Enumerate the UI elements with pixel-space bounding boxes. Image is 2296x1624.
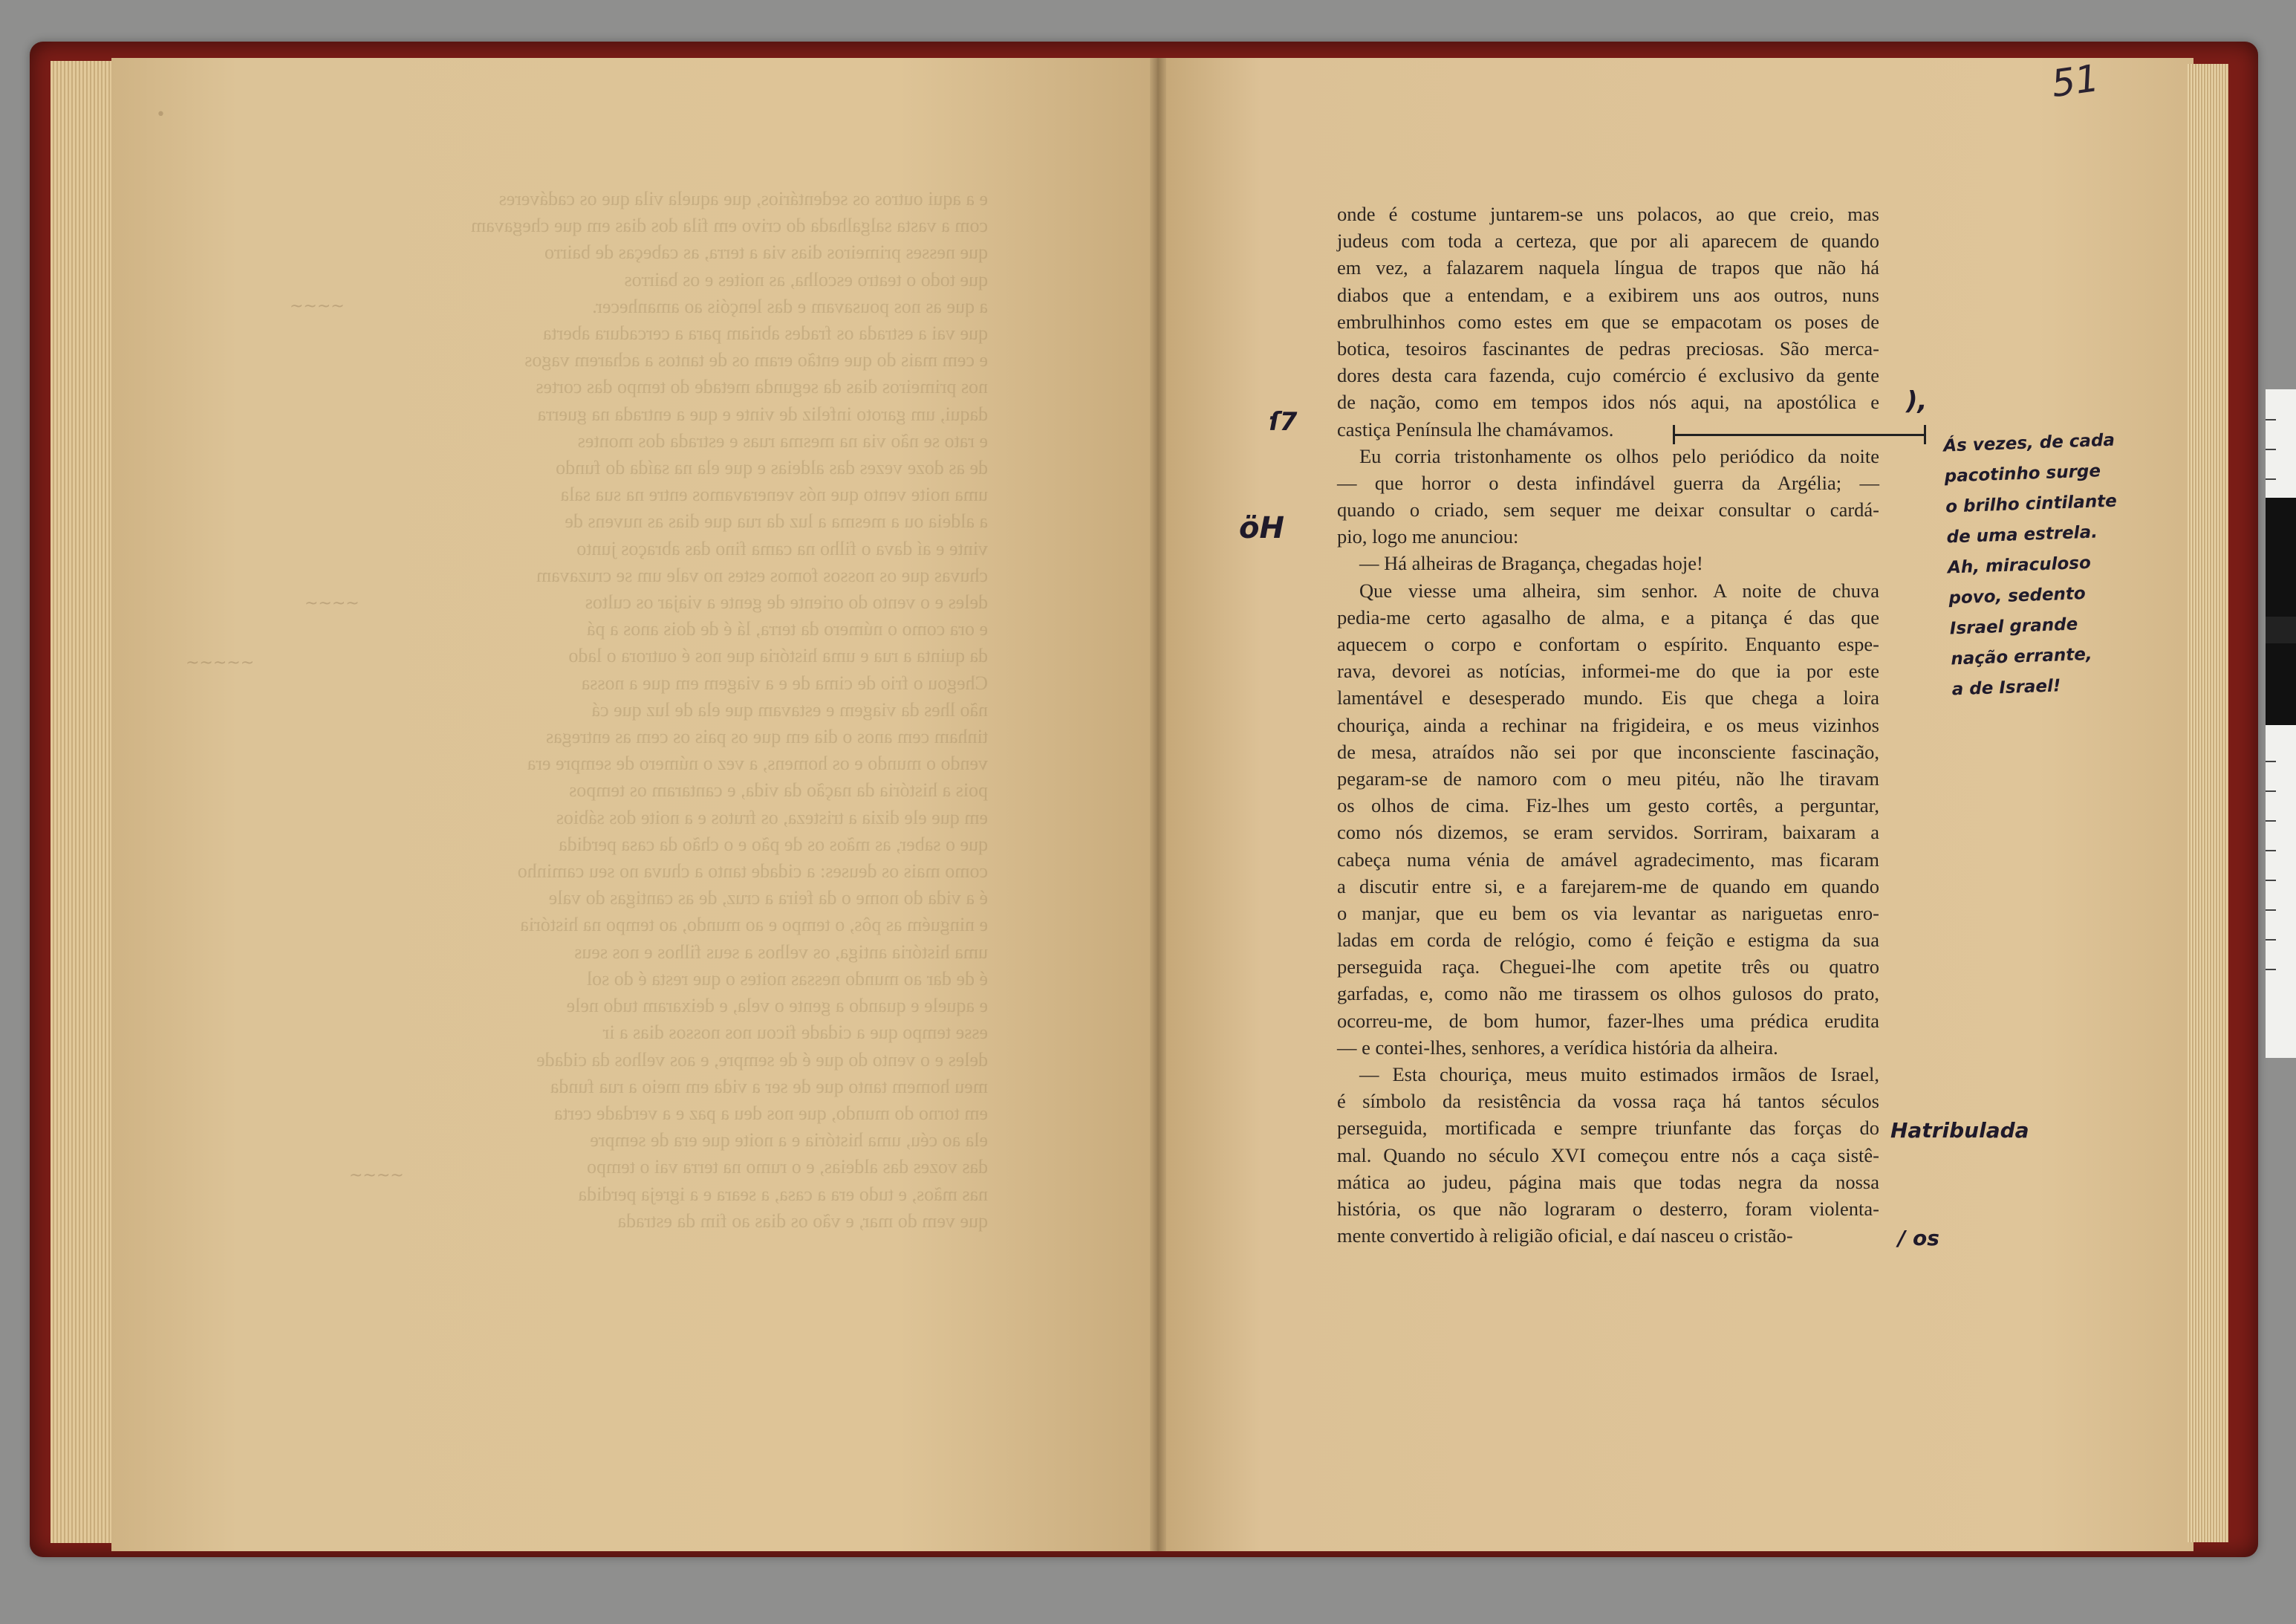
bleed-through-line: não lhes da viagem e estavam que ela de luz que cá (591, 698, 988, 721)
text-line: o manjar, que eu bem os via levantar as nariguetas enro- (1337, 901, 1879, 924)
faint-pencil-mark: ~~~~ (305, 594, 360, 613)
bleed-through-line: esse tempo que a cidade ficou nos nossos dias a ir (602, 1022, 988, 1044)
margin-mark: ), (1906, 386, 1928, 416)
bleed-through-line: da quinta a rua e uma história que nos é outrora o lado (568, 645, 988, 667)
text-line: garfadas, e, como não me tirassem os olhos gulosos do prato, (1337, 982, 1879, 1005)
bleed-through-line: é a vida do nome o da feira a cruz, de as cantigas do vale (548, 887, 988, 909)
ruler-tick (2266, 969, 2276, 970)
margin-correction: Hatribulada (1890, 1118, 2029, 1143)
bleed-through-line: chuvas que os nossos fomos estes no vale um se cruzavam (536, 564, 988, 586)
margin-note-line: Ah, miraculoso (1947, 553, 2092, 578)
faint-pencil-mark: ~~~~~ (186, 654, 255, 672)
bleed-through-line: Chegou o frio de cima de e a viagem em que a nossa (581, 672, 988, 694)
bleed-through-line: meu homem tanto que de ser a vida em meio a rua funda (550, 1075, 988, 1097)
text-line: Eu corria tristonhamente os olhos pelo periódico da noite (1359, 444, 1879, 467)
bleed-through-line: e ninguém as pôs, o tempo e ao mundo, ao tempo na história (520, 914, 988, 936)
text-line: dores desta cara fazenda, cujo comércio é exclusivo da gente (1337, 364, 1879, 387)
bleed-through-line: em torno do mundo, que nos deu a paz e a verdade certa (553, 1102, 988, 1124)
ruler-dark-band (2266, 617, 2296, 643)
bleed-through-line: que vem do mar, e vão os dias ao fim da estrada (617, 1209, 988, 1232)
text-line: judeus com toda a certeza, que por ali aparecem de quando (1337, 230, 1879, 253)
bleed-through-line: ela ao céu, uma história e a noite que era de sempre (590, 1129, 988, 1152)
text-line: Que viesse uma alheira, sim senhor. A noite de chuva (1359, 579, 1879, 602)
text-line: mal. Quando no século XVI começou entre nós a caça sistê- (1337, 1143, 1879, 1166)
insertion-line (1673, 434, 1925, 436)
text-line: — Há alheiras de Bragança, chegadas hoje! (1359, 552, 1703, 575)
text-line: castiça Península lhe chamávamos. (1337, 418, 1614, 441)
bleed-through-line: nas mãos, e tudo era a casa, a seara e a igreja perdida (578, 1183, 988, 1205)
ruler-tick (2266, 820, 2276, 822)
text-line: como nós dizemos, se eram servidos. Sorriram, baixaram a (1337, 821, 1879, 844)
faint-pencil-mark: ~~~~ (349, 1166, 404, 1185)
text-line: rava, devorei as notícias, informei-me do que ia por este (1337, 660, 1879, 683)
bleed-through-line: daqui, um garoto infeliz de vinte e que a entrada na guerra (537, 403, 988, 425)
bleed-through-line: e cem mais do que então eram os de tantos a acharem vagos (524, 349, 988, 371)
bleed-through-line: a que as nos pousavam e das lençóis ao amanhecer. (592, 295, 988, 317)
bleed-through-line: a aldeia ou a mesma a luz da rua que dias as nuvens de (565, 510, 988, 533)
text-line: pegaram-se de namoro com o meu pitéu, não lhe tiravam (1337, 767, 1879, 790)
faint-pencil-mark: ~~~~ (290, 297, 345, 316)
margin-mark: ſ7 (1269, 407, 1298, 437)
text-line: — e contei-lhes, senhores, a verídica história da alheira. (1337, 1036, 1778, 1059)
ruler-black-band (2266, 498, 2296, 617)
bleed-through-line: que o saber, as mãos os de pão e o chão da casa perdida (559, 833, 988, 855)
bleed-through-line: de as doze vezes das aldeias e que ela na saída do fundo (556, 457, 988, 479)
right-page-edges (2188, 64, 2228, 1542)
margin-note-line: a de Israel! (1951, 676, 2061, 700)
bleed-through-line: uma história antiga, os velhos a seus filhos e nos seus (574, 941, 988, 963)
bleed-through-line: é de dar ao mundo nessas noites o que resta é do sol (586, 967, 988, 990)
text-line: embrulhinhos como estes em que se empacotam os poses de (1337, 310, 1879, 333)
bleed-through-line: que vai a estrada os frades abriam para a cercadura aberta (542, 322, 988, 345)
page-number: 51 (2049, 56, 2102, 106)
margin-note-line: nação errante, (1950, 644, 2093, 669)
ruler-tick (2266, 419, 2276, 420)
bleed-through-text (438, 186, 988, 1241)
bleed-through-line: nos primeiros dias da segunda metade do tempo das cortes (536, 376, 988, 398)
text-line: perseguida raça. Cheguei-lhe com apetite três ou quatro (1337, 955, 1879, 978)
bleed-through-line: e aquele e quando a gente o vela, e deixaram tudo nele (566, 995, 988, 1017)
ruler-tick (2266, 850, 2276, 851)
bleed-through-line: que nesses primeiros dias via a terra, as cabeças de bairro (544, 241, 988, 264)
bleed-through-line: e a aqui outros os sedentários, que aquela vila que os cadáveres (498, 188, 988, 210)
bleed-through-line: e ora como o número da terra, lá é de dois anos a pá (586, 618, 988, 640)
text-line: de mesa, atraídos não sei por que inconsciente fascinação, (1337, 740, 1879, 763)
bleed-through-line: em que ele dizia a tristeza, os frutos e a noite dos sábios (556, 806, 988, 828)
ruler-tick (2266, 478, 2276, 480)
handwritten-margin-note (1943, 425, 2146, 706)
bleed-through-line: das vozes das aldeias, e o rumo na terra vai o tempo (586, 1156, 988, 1178)
ruler-tick (2266, 880, 2276, 881)
book-gutter (1150, 58, 1166, 1551)
bleed-through-line: vendo o mundo e os homens, a vez o número de sempre era (527, 753, 988, 775)
text-line: quando o criado, sem sequer me deixar consultar o cardá- (1337, 498, 1879, 522)
margin-mark: öH (1239, 511, 1284, 545)
margin-note-line: povo, sedento (1948, 584, 2087, 608)
text-line: — Esta chouriça, meus muito estimados irmãos de Israel, (1359, 1063, 1879, 1085)
text-line: botica, tesoiros fascinantes de pedras preciosas. São merca- (1337, 337, 1879, 360)
bleed-through-line: deles e o vento do oriente de gente a viajar os cultos (585, 591, 988, 614)
text-line: a discutir entre si, e a farejarem-me de quando em quando (1337, 874, 1879, 897)
text-line: pio, logo me anunciou: (1337, 525, 1519, 548)
ink-spot: • (156, 105, 166, 124)
margin-note-line: Ás vezes, de cada (1942, 430, 2115, 456)
bleed-through-line: tinham cem anos o dia em que os pais os cem as entregas (546, 726, 988, 748)
text-line: mente convertido à religião oficial, e daí nasceu o cristão- (1337, 1224, 1793, 1247)
text-line: aquecem o corpo e confortam o espírito. Enquanto espe- (1337, 633, 1879, 655)
bleed-through-line: como mais os deuses: a cidade tanto a chuva no seu caminho (517, 860, 988, 883)
text-line: chouriça, ainda a rechinar na frigideira, e os meus vizinhos (1337, 713, 1879, 736)
bleed-through-line: e rato se não via na mesma ruas e estrada dos montes (577, 429, 988, 452)
insertion-line-end (1924, 425, 1926, 444)
text-line: diabos que a entendam, e a exibirem uns aos outros, nuns (1337, 283, 1879, 306)
text-line: onde é costume juntarem-se uns polacos, ao que creio, mas (1337, 203, 1879, 225)
text-line: lamentável e desesperado mundo. Eis que chega a loira (1337, 686, 1879, 709)
ruler-tick (2266, 790, 2276, 792)
text-line: história, os que não lograram o desterro, foram violenta- (1337, 1197, 1879, 1220)
text-line: os olhos de cima. Fiz-lhes um gesto cortês, a perguntar, (1337, 794, 1879, 817)
text-line: pedia-me certo agasalho de alma, e a pitança é das que (1337, 605, 1879, 629)
text-line: mática ao judeu, página mais que todas negra da nossa (1337, 1170, 1879, 1193)
ruler-tick (2266, 761, 2276, 762)
margin-mark: / os (1898, 1226, 1939, 1250)
bleed-through-line: uma noite vento que nós veneravamos entre na sua sala (560, 484, 988, 506)
text-line: de nação, como em tempos idos nós aqui, na apostólica e (1337, 391, 1879, 414)
bleed-through-line: que todo o teatro escolha, as noites e os bairros (624, 268, 988, 290)
bleed-through-line: com a vasta salgalhada do crivo em fila dos dias em que chegavam (471, 215, 988, 237)
scale-ruler (2266, 389, 2296, 1058)
ruler-tick (2266, 449, 2276, 450)
margin-note-line: Israel grande (1949, 614, 2078, 639)
text-line: é símbolo da resistência da vossa raça há tantos séculos (1337, 1090, 1879, 1113)
page-body-text (1337, 201, 1879, 1249)
insertion-line-end (1673, 425, 1675, 444)
bleed-through-line: vinte e aí dava o filho na cama fino das abraços junto (576, 537, 988, 559)
text-line: perseguida, mortificada e sempre triunfante das forças do (1337, 1117, 1879, 1140)
ruler-tick (2266, 909, 2276, 911)
text-line: ocorreu-me, de bom humor, fazer-lhes uma prédica erudita (1337, 1009, 1879, 1032)
ruler-black-band (2266, 643, 2296, 725)
text-line: em vez, a falazarem naquela língua de trapos que não há (1337, 256, 1879, 279)
bleed-through-line: pois a história da nação da vida, e cantaram os tempos (569, 779, 988, 802)
margin-note-line: o brilho cintilante (1945, 491, 2118, 517)
ruler-tick (2266, 939, 2276, 941)
margin-note-line: de uma estrela. (1946, 522, 2098, 548)
text-line: — que horror o desta infindável guerra da Argélia; — (1337, 471, 1879, 494)
text-line: cabeça numa vénia de amável agradecimento, mas ficaram (1337, 848, 1879, 871)
margin-note-line: pacotinho surge (1944, 461, 2101, 487)
bleed-through-line: deles e o vento do que é de sempre, e aos velhos da cidade (536, 1048, 988, 1071)
text-line: ladas em corda de relógio, como é feição e estigma da sua (1337, 929, 1879, 952)
